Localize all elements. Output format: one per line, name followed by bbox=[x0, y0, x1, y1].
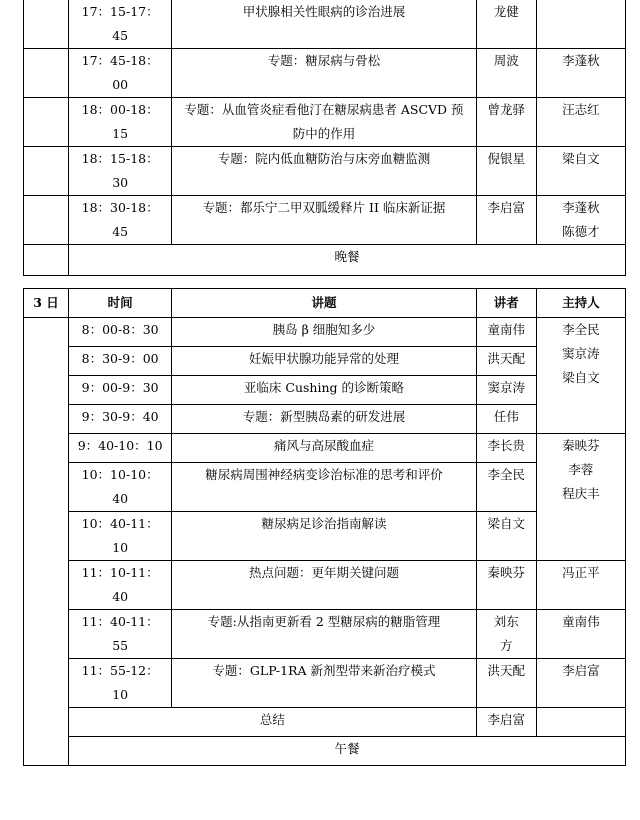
table-row bbox=[24, 318, 626, 347]
host-cell: 李蓬秋 bbox=[536, 49, 625, 98]
time-cell: 9：40-10：10 bbox=[69, 434, 172, 463]
time-cell: 17：45-18： 00 bbox=[69, 49, 172, 98]
time-cell: 11：10-11： 40 bbox=[69, 561, 172, 610]
table-row bbox=[24, 98, 626, 147]
table-row bbox=[24, 405, 626, 434]
table-header-row bbox=[24, 289, 626, 318]
time-cell: 18：15-18： 30 bbox=[69, 147, 172, 196]
topic-cell: 专题：从血管炎症看他汀在糖尿病患者 ASCVD 预 防中的作用 bbox=[172, 98, 477, 147]
host-cell: 汪志红 bbox=[536, 98, 625, 147]
speaker-cell: 李长贵 bbox=[476, 434, 536, 463]
time-cell: 17：15-17： 45 bbox=[69, 0, 172, 49]
speaker-cell: 倪银星 bbox=[476, 147, 536, 196]
time-cell: 18：30-18： 45 bbox=[69, 196, 172, 245]
topic-cell: 热点问题：更年期关键问题 bbox=[172, 561, 477, 610]
topic-cell: 专题：都乐宁二甲双胍缓释片 II 临床新证据 bbox=[172, 196, 477, 245]
table-row bbox=[24, 147, 626, 196]
time-cell: 8：30-9：00 bbox=[69, 347, 172, 376]
summary-cell: 总结 bbox=[69, 708, 477, 737]
host-cell: 秦映芬 李蓉 程庆丰 bbox=[536, 434, 625, 561]
host-cell: 冯正平 bbox=[536, 561, 625, 610]
topic-cell: 专题:从指南更新看 2 型糖尿病的糖脂管理 bbox=[172, 610, 477, 659]
time-cell: 10：40-11： 10 bbox=[69, 512, 172, 561]
table-row bbox=[24, 610, 626, 659]
table-row bbox=[24, 376, 626, 405]
speaker-cell: 周波 bbox=[476, 49, 536, 98]
topic-cell: 甲状腺相关性眼病的诊治进展 bbox=[172, 0, 477, 49]
topic-cell: 专题：新型胰岛素的研发进展 bbox=[172, 405, 477, 434]
time-cell: 11：40-11： 55 bbox=[69, 610, 172, 659]
lunch-cell: 午餐 bbox=[69, 737, 626, 766]
day2-schedule-table bbox=[23, 0, 626, 276]
table-row bbox=[24, 245, 626, 276]
table-row bbox=[24, 0, 626, 49]
speaker-cell: 窦京涛 bbox=[476, 376, 536, 405]
time-cell: 9：00-9：30 bbox=[69, 376, 172, 405]
host-cell: 李启富 bbox=[536, 659, 625, 708]
topic-cell: 妊娠甲状腺功能异常的处理 bbox=[172, 347, 477, 376]
speaker-cell: 洪天配 bbox=[476, 347, 536, 376]
speaker-cell: 梁自文 bbox=[476, 512, 536, 561]
speaker-cell: 李全民 bbox=[476, 463, 536, 512]
table-row bbox=[24, 561, 626, 610]
speaker-cell: 任伟 bbox=[476, 405, 536, 434]
speaker-cell: 秦映芬 bbox=[476, 561, 536, 610]
host-cell: 李全民 窦京涛 梁自文 bbox=[536, 318, 625, 434]
topic-cell: 专题：院内低血糖防治与床旁血糖监测 bbox=[172, 147, 477, 196]
speaker-cell: 龙健 bbox=[476, 0, 536, 49]
speaker-cell: 李启富 bbox=[476, 196, 536, 245]
time-cell: 10：10-10： 40 bbox=[69, 463, 172, 512]
column-header-host: 主持人 bbox=[536, 289, 625, 318]
topic-cell: 糖尿病足诊治指南解读 bbox=[172, 512, 477, 561]
table-row bbox=[24, 512, 626, 561]
dinner-cell: 晚餐 bbox=[69, 245, 626, 276]
host-cell: 童南伟 bbox=[536, 610, 625, 659]
speaker-cell: 曾龙驿 bbox=[476, 98, 536, 147]
time-cell: 9：30-9：40 bbox=[69, 405, 172, 434]
topic-cell: 亚临床 Cushing 的诊断策略 bbox=[172, 376, 477, 405]
topic-cell: 糖尿病周围神经病变诊治标准的思考和评价 bbox=[172, 463, 477, 512]
column-header-topic: 讲题 bbox=[172, 289, 477, 318]
column-header-speaker: 讲者 bbox=[476, 289, 536, 318]
table-row bbox=[24, 347, 626, 376]
day3-schedule-table bbox=[23, 288, 626, 766]
time-cell: 8：00-8：30 bbox=[69, 318, 172, 347]
speaker-cell: 刘东 方 bbox=[476, 610, 536, 659]
table-row bbox=[24, 737, 626, 766]
topic-cell: 胰岛 β 细胞知多少 bbox=[172, 318, 477, 347]
column-header-time: 时间 bbox=[69, 289, 172, 318]
host-cell: 梁自文 bbox=[536, 147, 625, 196]
speaker-cell: 李启富 bbox=[476, 708, 536, 737]
table-row bbox=[24, 434, 626, 463]
topic-cell: 痛风与高尿酸血症 bbox=[172, 434, 477, 463]
speaker-cell: 洪天配 bbox=[476, 659, 536, 708]
topic-cell: 专题：糖尿病与骨松 bbox=[172, 49, 477, 98]
topic-cell: 专题：GLP-1RA 新剂型带来新治疗模式 bbox=[172, 659, 477, 708]
table-row bbox=[24, 659, 626, 708]
table-row bbox=[24, 49, 626, 98]
day-label: 3 日 bbox=[24, 289, 69, 318]
time-cell: 18：00-18： 15 bbox=[69, 98, 172, 147]
speaker-cell: 童南伟 bbox=[476, 318, 536, 347]
table-row bbox=[24, 463, 626, 512]
table-row bbox=[24, 196, 626, 245]
table-row bbox=[24, 708, 626, 737]
time-cell: 11：55-12： 10 bbox=[69, 659, 172, 708]
host-cell: 李蓬秋 陈德才 bbox=[536, 196, 625, 245]
